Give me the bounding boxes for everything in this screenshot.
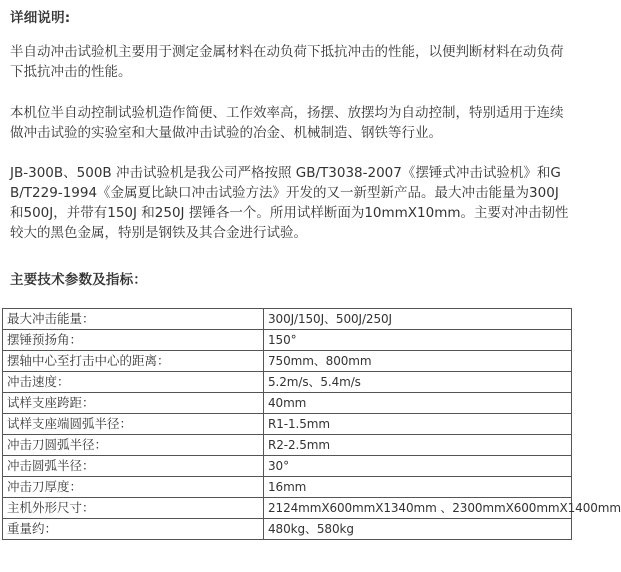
spec-label: 冲击速度： xyxy=(3,372,264,393)
specs-table xyxy=(2,308,621,540)
table-row xyxy=(3,372,572,393)
table-row xyxy=(3,456,572,477)
spec-label: 冲击刀厚度： xyxy=(3,477,264,498)
spec-label: 试样支座跨距： xyxy=(3,393,264,414)
spec-label: 主机外形尺寸： xyxy=(3,498,264,519)
spec-value: 300J/150J、500J/250J xyxy=(264,309,572,330)
spec-value: R1-1.5mm xyxy=(264,414,572,435)
spec-label: 摆锤预扬角： xyxy=(3,330,264,351)
table-row xyxy=(3,414,572,435)
standards-paragraph: JB-300B、500B 冲击试验机是我公司严格按照 GB/T3038-2007《摆锤式冲击试验机》和GB/T229-1994《金属夏比缺口冲击试验方法》开发的又一新型新产品。最大冲击能量为300J 和500J，并带有150J 和250J 摆锤各一个。所用试样断面为10mmX10mm。主要对冲击韧性较大的黑色金属，特别是钢铁及其合金进行试验。 xyxy=(10,165,569,241)
table-row xyxy=(3,477,572,498)
intro-paragraph: 半自动冲击试验机主要用于测定金属材料在动负荷下抵抗冲击的性能，以便判断材料在动负荷下抵抗冲击的性能。 xyxy=(10,44,564,80)
spec-value: 480kg、580kg xyxy=(264,519,572,540)
spec-value: R2-2.5mm xyxy=(264,435,572,456)
spec-label: 重量约： xyxy=(3,519,264,540)
table-row xyxy=(3,498,572,519)
spec-value: 750mm、800mm xyxy=(264,351,572,372)
spec-value: 16mm xyxy=(264,477,572,498)
table-row xyxy=(3,519,572,540)
spec-value: 150° xyxy=(264,330,572,351)
details-heading: 详细说明: xyxy=(10,10,71,26)
table-row xyxy=(3,435,572,456)
table-row xyxy=(3,393,572,414)
spec-label: 冲击刀圆弧半径： xyxy=(3,435,264,456)
table-row xyxy=(3,351,572,372)
spec-label: 摆轴中心至打击中心的距离： xyxy=(3,351,264,372)
spec-label: 最大冲击能量： xyxy=(3,309,264,330)
specs-heading: 主要技术参数及指标： xyxy=(10,272,147,288)
spec-value: 5.2m/s、5.4m/s xyxy=(264,372,572,393)
spec-label: 试样支座端圆弧半径： xyxy=(3,414,264,435)
spec-value: 2124mmX600mmX1340mm 、2300mmX600mmX1400mm xyxy=(264,498,572,519)
features-paragraph: 本机位半自动控制试验机造作简便、工作效率高，扬摆、放摆均为自动控制，特别适用于连续做冲击试验的实验室和大量做冲击试验的冶金、机械制造、钢铁等行业。 xyxy=(10,105,564,141)
spec-label: 冲击圆弧半径： xyxy=(3,456,264,477)
spec-value: 30° xyxy=(264,456,572,477)
spec-value: 40mm xyxy=(264,393,572,414)
table-row xyxy=(3,330,572,351)
table-row xyxy=(3,309,572,330)
